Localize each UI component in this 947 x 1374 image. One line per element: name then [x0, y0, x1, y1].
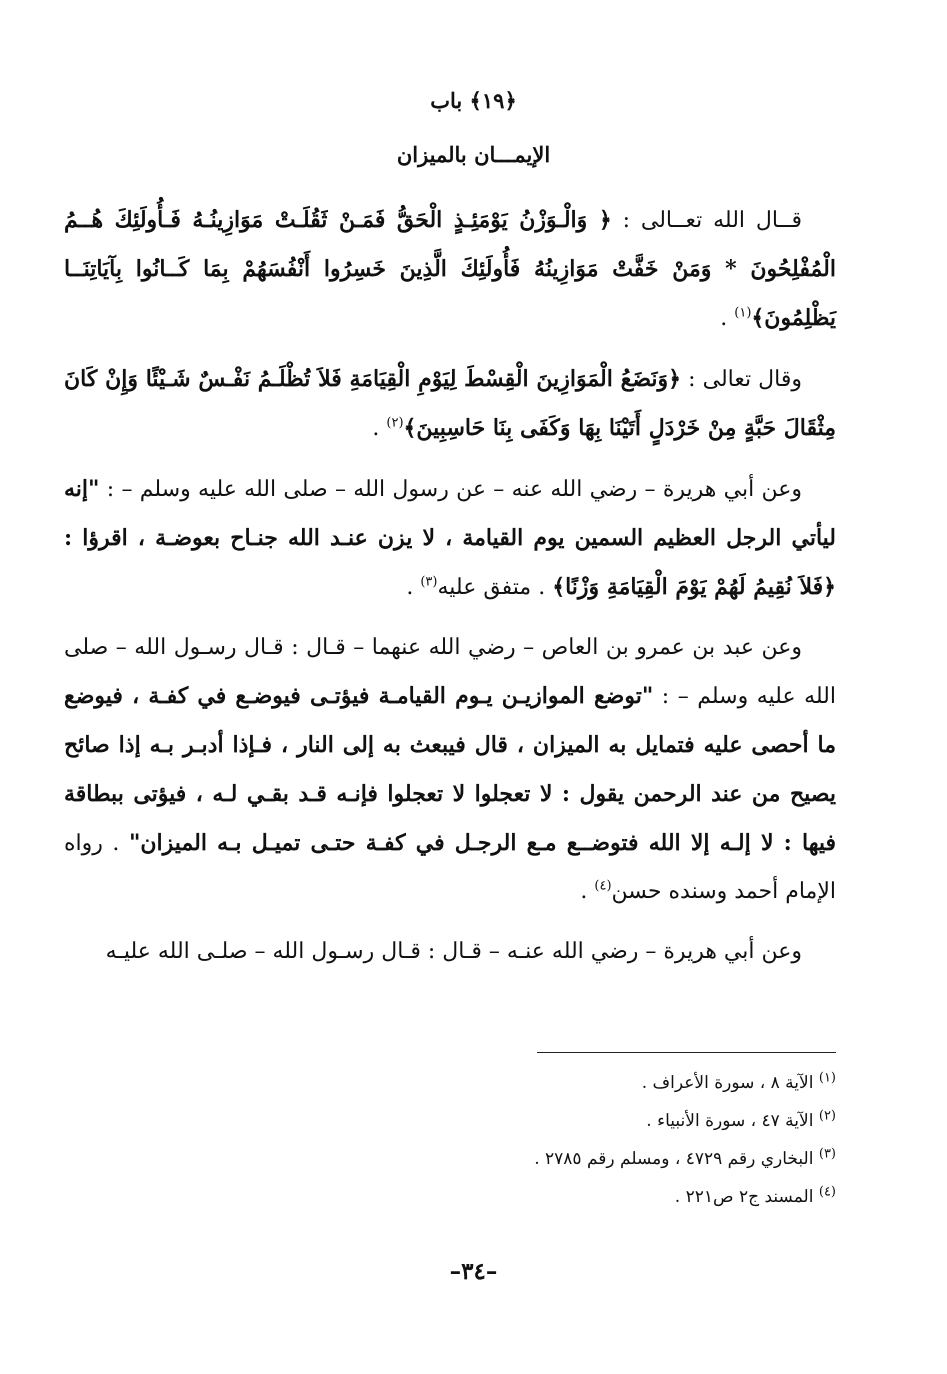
paragraph-hadith-3	[64, 928, 836, 976]
chapter-title: الإيمـــان بالميزان	[396, 142, 551, 167]
footnote-number: (٤)	[818, 1184, 836, 1200]
paragraph-tail: .	[720, 306, 735, 331]
footnote-item	[64, 1140, 836, 1178]
paragraph-intro: وعن عبد بن عمرو بن العاص – رضي الله عنهما – قـال : قـال رسـول الله – صلى الله عليه وسلم – :	[64, 635, 836, 709]
footnotes	[64, 1064, 836, 1216]
paragraph-source: . متفق عليه	[437, 575, 553, 600]
footnote-item	[64, 1064, 836, 1102]
hadith-quote: "إنه ليأتي الرجل العظيم السمين يوم القيامة ، لا يزن عنـد الله جنـاح بعوضـة ، اقرؤا : ﴿فَلاَ نُقِيمُ لَهُمْ يَوْمَ الْقِيَامَةِ وَزْنًا﴾	[64, 476, 836, 600]
footnote-number: (٢)	[818, 1108, 836, 1124]
paragraph-hadith-1	[64, 465, 836, 612]
paragraph-intro: قــال الله تعــالى :	[622, 208, 803, 233]
quran-quote: ﴿ وَالْـوَزْنُ يَوْمَئِـذٍ الْحَقُّ فَمَـنْ ثَقُلَـتْ مَوَازِينُـهُ فَـأُولَئِكَ هُــمُ الْمُفْلِحُونَ * وَمَنْ خَفَّتْ مَوَازِينُهُ فَأُولَئِكَ الَّذِينَ خَسِرُوا أَنْفُسَهُمْ بِمَا كَــانُوا بِآيَاتِنَــا يَظْلِمُونَ﴾	[64, 207, 836, 331]
footnote-ref: (٣)	[420, 574, 438, 590]
footnote-item	[64, 1178, 836, 1216]
footnote-text: الآية ٨ ، سورة الأعراف .	[641, 1073, 814, 1093]
footnote-item	[64, 1102, 836, 1140]
paragraph-intro: وقال تعالى :	[681, 367, 803, 392]
main-text	[64, 196, 836, 988]
footnote-ref: (١)	[734, 305, 752, 321]
footnote-text: المسند ج٢ ص٢٢١ .	[674, 1187, 814, 1207]
paragraph-tail: .	[372, 416, 387, 441]
footnote-number: (٣)	[818, 1146, 836, 1162]
chapter-number: ﴿١٩﴾ باب	[430, 88, 517, 113]
page-number: –٣٤–	[449, 1258, 498, 1285]
paragraph-verse-2	[64, 355, 836, 453]
hadith-quote: "توضع الموازيـن يـوم القيامـة فيؤتـى فيوضـع في كفـة ، فيوضع ما أحصى عليه فتمايل به الميزان ، قال فيبعث به إلى النار ، فـإذا أدبـر بـه إذا صائح يصيح من عند الرحمن يقول : لا تعجلوا لا تعجلوا فإنـه قـد بقـي لـه ، فيؤتى ببطاقة فيها : لا إلـه إلا الله فتوضــع مـع الرجـل في كفـة حتـى تميـل بـه الميزان"	[64, 683, 836, 856]
paragraph-hadith-2	[64, 624, 836, 916]
quran-quote: ﴿وَنَضَعُ الْمَوَازِينَ الْقِسْطَ لِيَوْمِ الْقِيَامَةِ فَلاَ تُظْلَـمُ نَفْـسٌ شَـيْئًا وَإِنْ كَانَ مِثْقَالَ حَبَّةٍ مِنْ خَرْدَلٍ أَتَيْنَا بِهَا وَكَفَى بِنَا حَاسِبِينَ﴾	[64, 366, 836, 441]
paragraph-verse-1	[64, 196, 836, 343]
footnote-divider	[537, 1052, 836, 1053]
paragraph-tail: .	[406, 575, 421, 600]
paragraph-source: . رواه الإمام أحمد وسنده حسن	[64, 831, 836, 904]
paragraph-intro: وعن أبي هريرة – رضي الله عنـه – قـال : قـال رسـول الله – صلـى الله عليـه	[105, 939, 802, 964]
footnote-text: البخاري رقم ٤٧٢٩ ، ومسلم رقم ٢٧٨٥ .	[534, 1149, 814, 1169]
footnote-number: (١)	[818, 1070, 836, 1086]
footnote-text: الآية ٤٧ ، سورة الأنبياء .	[646, 1111, 814, 1131]
footnote-ref: (٤)	[594, 878, 612, 894]
paragraph-intro: وعن أبي هريرة – رضي الله عنه – عن رسول الله – صلى الله عليه وسلم – :	[99, 477, 802, 502]
paragraph-tail: .	[580, 879, 595, 904]
footnote-ref: (٢)	[386, 415, 404, 431]
